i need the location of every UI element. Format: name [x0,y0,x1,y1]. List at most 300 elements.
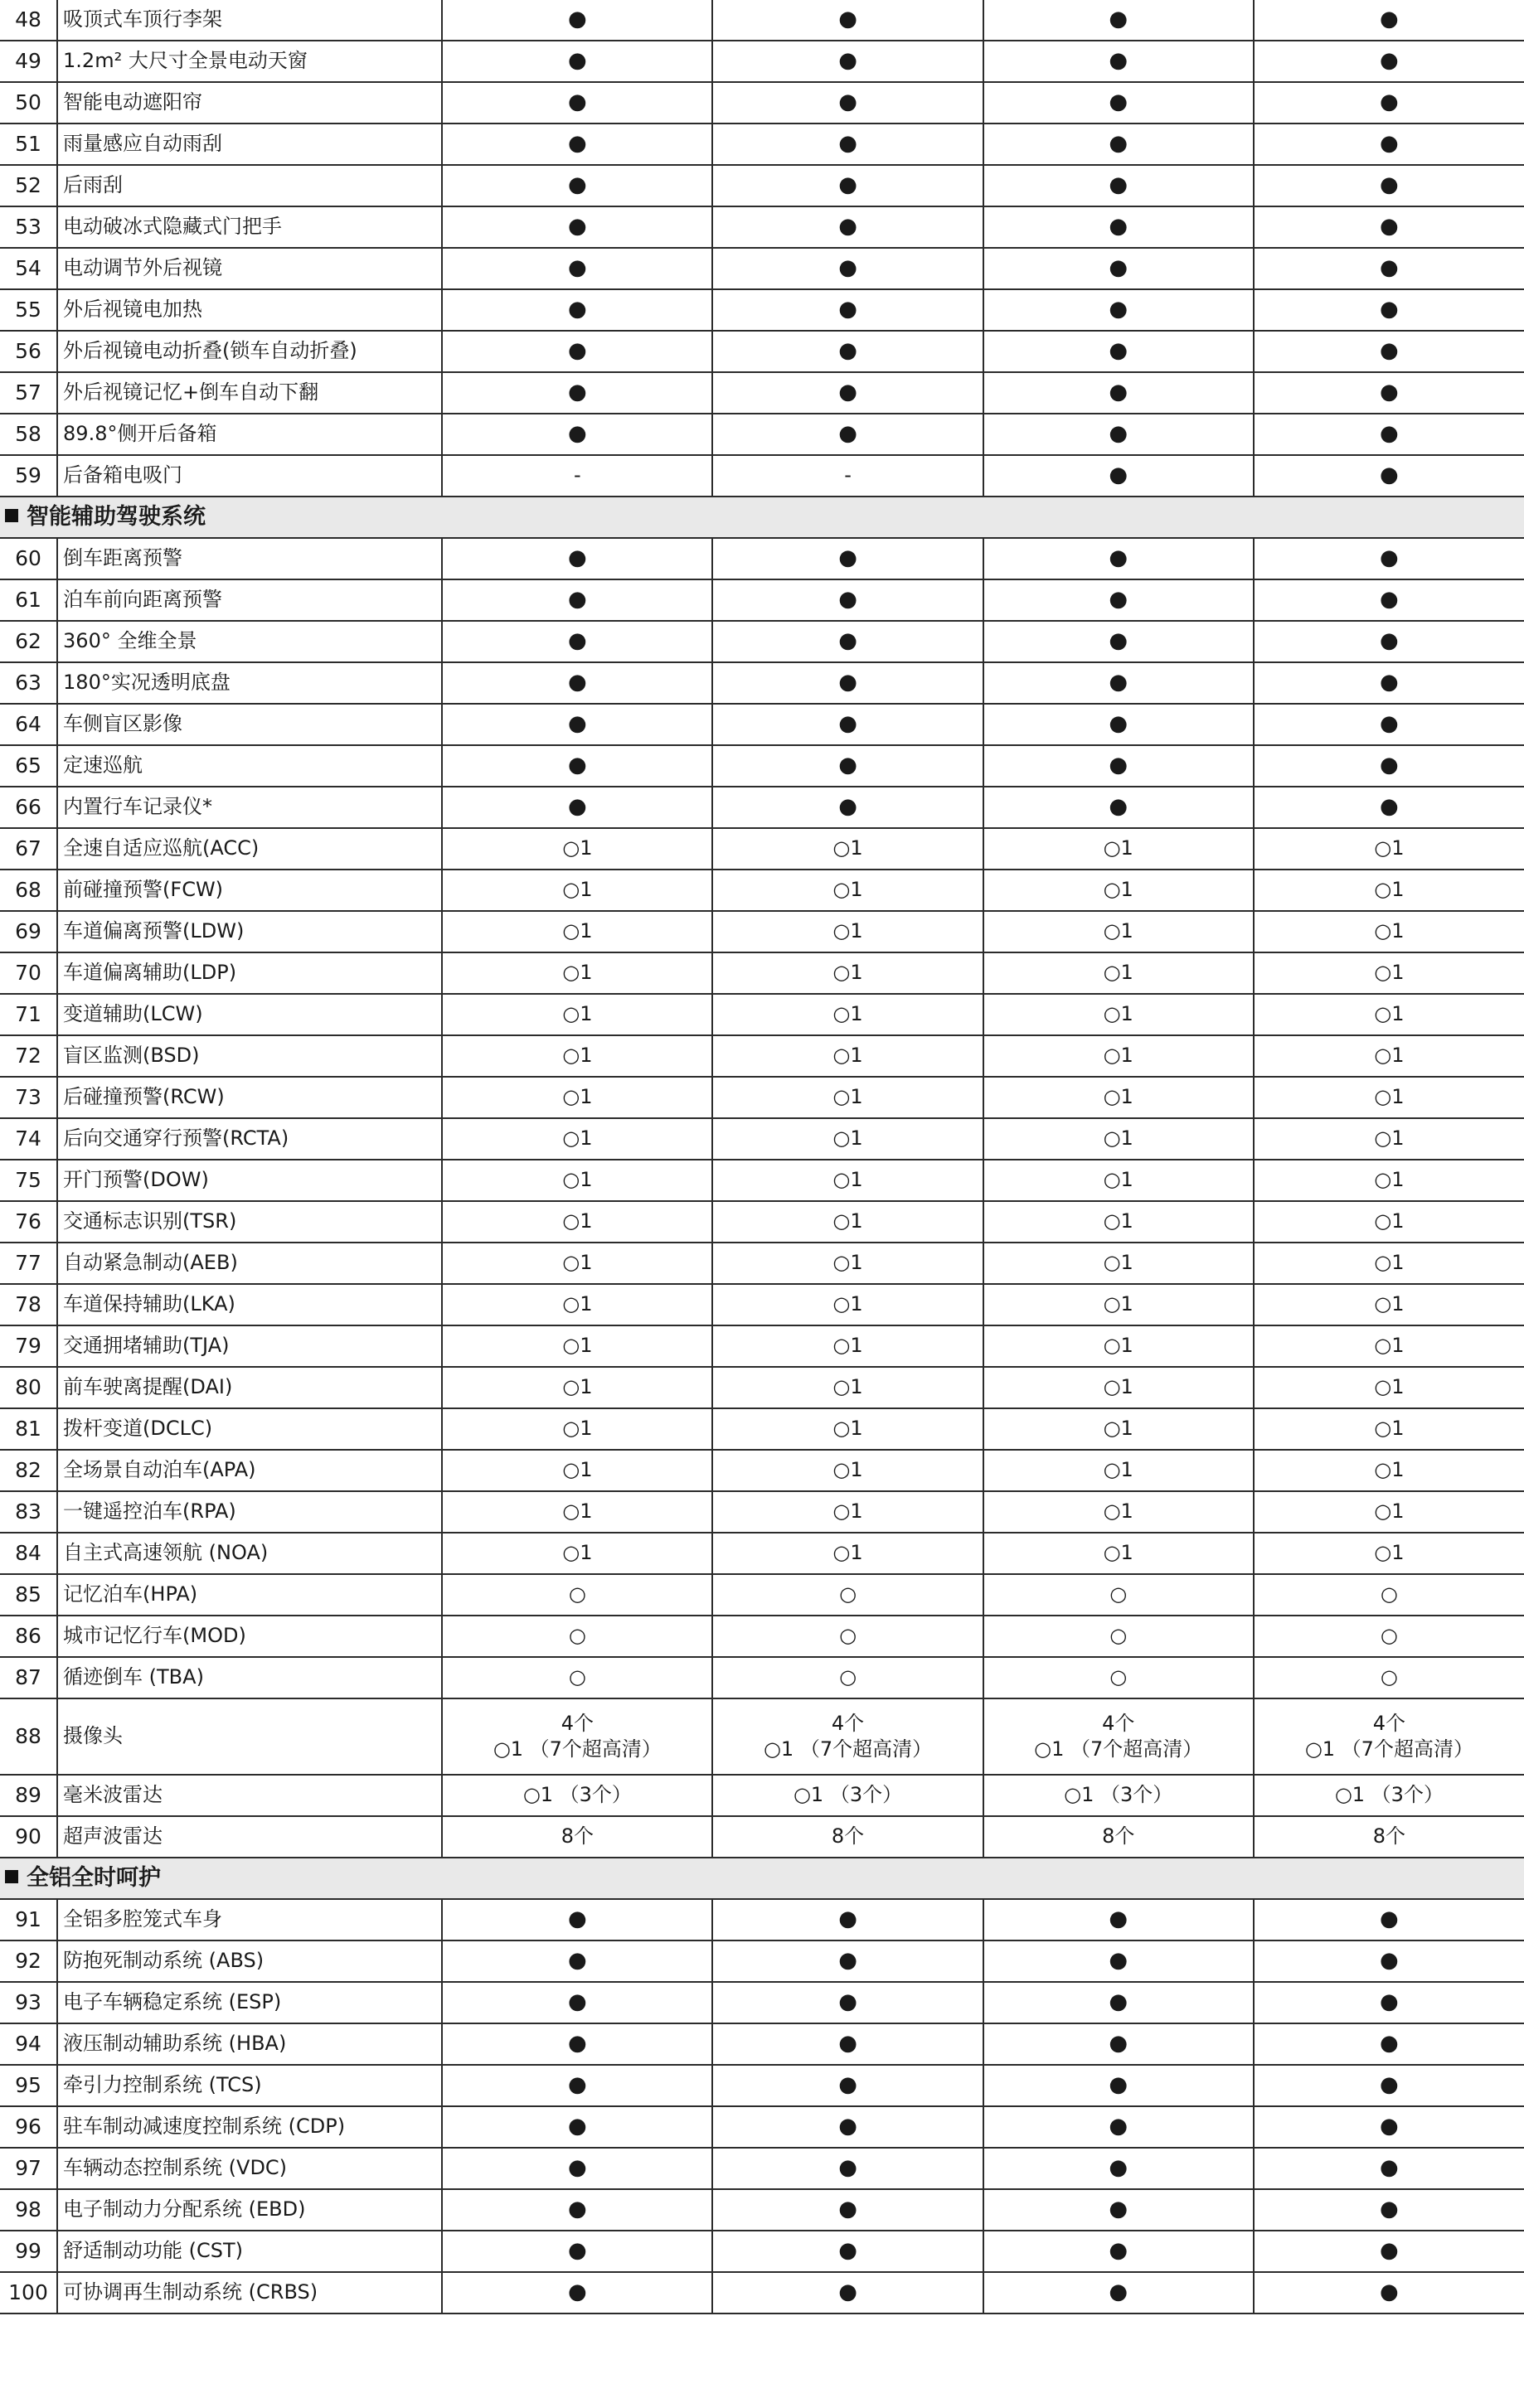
trim-3-value: ● [983,579,1254,621]
feature-name: 变道辅助(LCW) [57,994,442,1035]
trim-1-value: ○1 [442,1367,712,1408]
trim-1-value: ○ [442,1657,712,1698]
trim-2-value: ● [712,787,983,828]
trim-3-value: ● [983,1982,1254,2023]
trim-1-value: ● [442,1899,712,1940]
trim-1-value: ● [442,0,712,41]
row-number: 83 [0,1491,57,1533]
trim-2-value: ● [712,331,983,372]
row-number: 55 [0,289,57,331]
trim-3-value: ○1 [983,911,1254,952]
trim-1-value: ○1 [442,1201,712,1243]
trim-4-value: ○1 [1254,1367,1524,1408]
trim-2-value: ○1 [712,1491,983,1533]
trim-3-value: ○1 [983,1491,1254,1533]
trim-4-value: ○1 [1254,1118,1524,1160]
trim-3-value: ● [983,206,1254,248]
trim-1-value: ○1 [442,1408,712,1450]
trim-4-value: ○1 [1254,911,1524,952]
table-row [0,2023,1524,2065]
trim-1-value: ○1 [442,1491,712,1533]
trim-4-value: ○1 [1254,1243,1524,1284]
trim-1-value: ○1 [442,870,712,911]
trim-3-value: ● [983,2189,1254,2231]
trim-2-value: ● [712,1982,983,2023]
feature-name: 自主式高速领航 (NOA) [57,1533,442,1574]
trim-1-value: ● [442,621,712,662]
trim-3-value: ● [983,1899,1254,1940]
feature-name: 内置行车记录仪* [57,787,442,828]
row-number: 58 [0,414,57,455]
trim-1-value: ● [442,414,712,455]
trim-1-value: ● [442,372,712,414]
trim-1-value: ● [442,2065,712,2106]
row-number: 70 [0,952,57,994]
trim-2-value: ● [712,2148,983,2189]
row-number: 73 [0,1077,57,1118]
trim-1-value: - [442,455,712,497]
trim-4-value: ● [1254,372,1524,414]
feature-name: 开门预警(DOW) [57,1160,442,1201]
trim-3-value: ○1 [983,1325,1254,1367]
row-number: 97 [0,2148,57,2189]
row-number: 67 [0,828,57,870]
trim-3-value: ○1 [983,828,1254,870]
table-row [0,455,1524,497]
row-number: 50 [0,82,57,124]
trim-2-value: ○1 [712,1201,983,1243]
trim-3-value: ● [983,414,1254,455]
row-number: 99 [0,2231,57,2272]
value-line: ○1 （7个超高清） [1304,1737,1473,1761]
feature-name: 电动破冰式隐藏式门把手 [57,206,442,248]
trim-2-value: ● [712,2023,983,2065]
feature-name: 防抱死制动系统 (ABS) [57,1940,442,1982]
trim-4-value: ● [1254,2148,1524,2189]
trim-1-value: ● [442,1982,712,2023]
row-number: 78 [0,1284,57,1325]
feature-name: 外后视镜电加热 [57,289,442,331]
trim-2-value [712,1698,983,1775]
row-number: 85 [0,1574,57,1616]
table-row [0,538,1524,579]
row-number: 72 [0,1035,57,1077]
trim-2-value: ● [712,414,983,455]
feature-name: 记忆泊车(HPA) [57,1574,442,1616]
trim-2-value: ○1 [712,1284,983,1325]
trim-3-value: ● [983,82,1254,124]
row-number: 84 [0,1533,57,1574]
section-title: 全铝全时呵护 [27,1865,161,1892]
feature-name: 交通标志识别(TSR) [57,1201,442,1243]
table-row [0,1616,1524,1657]
section-title-cell [0,497,1524,538]
trim-4-value: ○1 [1254,1201,1524,1243]
table-row [0,870,1524,911]
row-number: 56 [0,331,57,372]
trim-4-value: ● [1254,2189,1524,2231]
trim-4-value: ○1 [1254,1450,1524,1491]
trim-3-value: ○1 [983,994,1254,1035]
row-number: 82 [0,1450,57,1491]
trim-3-value: ● [983,124,1254,165]
trim-4-value: ● [1254,248,1524,289]
trim-3-value: ● [983,787,1254,828]
row-number: 94 [0,2023,57,2065]
trim-1-value: ○1 [442,952,712,994]
feature-name: 后备箱电吸门 [57,455,442,497]
table-row [0,1450,1524,1491]
trim-2-value: ○1 [712,1450,983,1491]
feature-name: 后碰撞预警(RCW) [57,1077,442,1118]
trim-4-value: ● [1254,165,1524,206]
table-row [0,331,1524,372]
trim-1-value: ○1 [442,828,712,870]
table-row [0,1982,1524,2023]
trim-4-value: ● [1254,124,1524,165]
trim-3-value: ○1 [983,1118,1254,1160]
trim-3-value: ● [983,1940,1254,1982]
table-row [0,662,1524,704]
trim-1-value: ○1 [442,1035,712,1077]
feature-name: 180°实况透明底盘 [57,662,442,704]
row-number: 92 [0,1940,57,1982]
row-number: 62 [0,621,57,662]
trim-3-value: ● [983,2023,1254,2065]
table-row [0,1077,1524,1118]
feature-name: 超声波雷达 [57,1816,442,1858]
trim-3-value: ● [983,372,1254,414]
feature-name: 外后视镜记忆+倒车自动下翻 [57,372,442,414]
trim-2-value: ● [712,2189,983,2231]
trim-3-value: ○ [983,1574,1254,1616]
table-row [0,1574,1524,1616]
trim-4-value: ○1 [1254,870,1524,911]
table-row [0,1698,1524,1775]
trim-1-value: ● [442,124,712,165]
trim-3-value: ● [983,248,1254,289]
trim-1-value: ● [442,745,712,787]
trim-2-value: ● [712,2272,983,2314]
trim-1-value: ● [442,248,712,289]
feature-name: 循迹倒车 (TBA) [57,1657,442,1698]
table-row [0,82,1524,124]
trim-1-value: ● [442,1940,712,1982]
feature-name: 自动紧急制动(AEB) [57,1243,442,1284]
trim-4-value: ● [1254,289,1524,331]
value-line: ○1 （7个超高清） [1034,1737,1203,1761]
table-row [0,1035,1524,1077]
trim-1-value: ● [442,2148,712,2189]
trim-1-value: ● [442,165,712,206]
trim-2-value: ○1 （3个） [712,1775,983,1816]
trim-3-value: ● [983,2272,1254,2314]
row-number: 98 [0,2189,57,2231]
trim-4-value: 8个 [1254,1816,1524,1858]
table-row [0,1325,1524,1367]
row-number: 59 [0,455,57,497]
table-row [0,787,1524,828]
table-row [0,2148,1524,2189]
value-line: ○1 （7个超高清） [493,1737,662,1761]
trim-4-value: ○1 [1254,1533,1524,1574]
row-number: 57 [0,372,57,414]
section-title-cell [0,1858,1524,1899]
trim-3-value: ● [983,455,1254,497]
row-number: 64 [0,704,57,745]
trim-4-value: ○1 [1254,1491,1524,1533]
trim-1-value: ○1 [442,1533,712,1574]
table-row [0,621,1524,662]
trim-1-value: ○1 [442,994,712,1035]
trim-4-value: ○1 [1254,828,1524,870]
trim-3-value: ○1 [983,1035,1254,1077]
table-row [0,994,1524,1035]
feature-name: 可协调再生制动系统 (CRBS) [57,2272,442,2314]
trim-1-value: ○1 [442,1284,712,1325]
trim-4-value: ○1 [1254,1284,1524,1325]
trim-1-value: ● [442,289,712,331]
row-number: 66 [0,787,57,828]
trim-3-value: ○1 [983,1077,1254,1118]
trim-2-value: ● [712,745,983,787]
trim-2-value: ● [712,1899,983,1940]
trim-2-value: ○1 [712,1325,983,1367]
trim-4-value: ○1 [1254,1160,1524,1201]
value-line: 4个 [1102,1711,1135,1735]
trim-3-value: ● [983,0,1254,41]
row-number: 75 [0,1160,57,1201]
trim-4-value: ○1 [1254,1077,1524,1118]
table-row [0,1940,1524,1982]
trim-4-value: ○ [1254,1616,1524,1657]
section-header [0,497,1524,538]
table-row [0,165,1524,206]
table-row [0,745,1524,787]
trim-3-value: ● [983,331,1254,372]
trim-2-value: ● [712,538,983,579]
feature-name: 交通拥堵辅助(TJA) [57,1325,442,1367]
feature-name: 车道保持辅助(LKA) [57,1284,442,1325]
row-number: 96 [0,2106,57,2148]
table-row [0,1201,1524,1243]
trim-4-value: ● [1254,0,1524,41]
table-row [0,372,1524,414]
trim-3-value: ● [983,2148,1254,2189]
table-row [0,828,1524,870]
table-row [0,1118,1524,1160]
trim-1-value: ○1 [442,1325,712,1367]
value-line: ○1 （7个超高清） [763,1737,933,1761]
table-row [0,1284,1524,1325]
row-number: 79 [0,1325,57,1367]
trim-4-value: ○1 [1254,1035,1524,1077]
section-header [0,1858,1524,1899]
trim-3-value: ● [983,662,1254,704]
trim-1-value: ● [442,331,712,372]
feature-name: 1.2m² 大尺寸全景电动天窗 [57,41,442,82]
trim-3-value: ○1 [983,1367,1254,1408]
trim-3-value: ● [983,2106,1254,2148]
trim-2-value: ○1 [712,1243,983,1284]
feature-name: 摄像头 [57,1698,442,1775]
table-row [0,1243,1524,1284]
trim-2-value: ○1 [712,1533,983,1574]
trim-3-value: ○1 [983,1533,1254,1574]
value-line: 4个 [831,1711,865,1735]
value-line: 4个 [1372,1711,1406,1735]
trim-1-value: 8个 [442,1816,712,1858]
trim-1-value: ○ [442,1616,712,1657]
value-line: 4个 [561,1711,594,1735]
trim-3-value: ● [983,2231,1254,2272]
trim-3-value: ● [983,538,1254,579]
trim-3-value: ○ [983,1657,1254,1698]
trim-2-value: ● [712,124,983,165]
trim-1-value: ○1 [442,911,712,952]
feature-name: 电子制动力分配系统 (EBD) [57,2189,442,2231]
feature-name: 后向交通穿行预警(RCTA) [57,1118,442,1160]
table-row [0,1775,1524,1816]
trim-2-value: ● [712,41,983,82]
feature-name: 电子车辆稳定系统 (ESP) [57,1982,442,2023]
trim-2-value: ○1 [712,911,983,952]
square-bullet-icon [5,509,18,522]
feature-name: 毫米波雷达 [57,1775,442,1816]
trim-4-value [1254,1698,1524,1775]
trim-2-value: ● [712,2065,983,2106]
row-number: 51 [0,124,57,165]
trim-2-value: ○1 [712,1367,983,1408]
row-number: 52 [0,165,57,206]
trim-3-value: ● [983,289,1254,331]
trim-3-value: ○1 [983,870,1254,911]
trim-4-value: ● [1254,1982,1524,2023]
feature-name: 车辆动态控制系统 (VDC) [57,2148,442,2189]
trim-2-value: ○1 [712,1160,983,1201]
table-row [0,2189,1524,2231]
feature-name: 舒适制动功能 (CST) [57,2231,442,2272]
feature-name: 全场景自动泊车(APA) [57,1450,442,1491]
trim-1-value: ● [442,82,712,124]
trim-2-value: ○1 [712,1035,983,1077]
trim-1-value: ○1 [442,1077,712,1118]
trim-2-value: ● [712,621,983,662]
feature-name: 电动调节外后视镜 [57,248,442,289]
row-number: 68 [0,870,57,911]
trim-1-value: ○1 （3个） [442,1775,712,1816]
table-row [0,704,1524,745]
trim-1-value: ○1 [442,1243,712,1284]
trim-2-value: ● [712,1940,983,1982]
row-number: 74 [0,1118,57,1160]
trim-1-value: ● [442,704,712,745]
trim-2-value: ● [712,2231,983,2272]
trim-2-value: ○1 [712,994,983,1035]
trim-4-value: ● [1254,704,1524,745]
trim-4-value: ● [1254,662,1524,704]
trim-1-value: ○1 [442,1450,712,1491]
trim-4-value: ○1 （3个） [1254,1775,1524,1816]
row-number: 76 [0,1201,57,1243]
table-row [0,1816,1524,1858]
row-number: 100 [0,2272,57,2314]
trim-4-value: ● [1254,1940,1524,1982]
feature-name: 雨量感应自动雨刮 [57,124,442,165]
row-number: 48 [0,0,57,41]
table-row [0,0,1524,41]
trim-4-value: ● [1254,2023,1524,2065]
trim-2-value: ○1 [712,952,983,994]
trim-4-value: ● [1254,2065,1524,2106]
trim-3-value [983,1698,1254,1775]
table-row [0,579,1524,621]
trim-3-value: ○1 [983,1408,1254,1450]
trim-4-value: ○ [1254,1574,1524,1616]
trim-4-value: ● [1254,41,1524,82]
row-number: 71 [0,994,57,1035]
feature-name: 智能电动遮阳帘 [57,82,442,124]
row-number: 61 [0,579,57,621]
trim-4-value: ● [1254,2231,1524,2272]
trim-4-value: ● [1254,455,1524,497]
trim-3-value: ○ [983,1616,1254,1657]
trim-3-value: ○1 [983,952,1254,994]
table-row [0,414,1524,455]
trim-2-value: ○ [712,1657,983,1698]
trim-3-value: ○1 [983,1243,1254,1284]
trim-4-value: ● [1254,1899,1524,1940]
table-row [0,2231,1524,2272]
row-number: 91 [0,1899,57,1940]
trim-3-value: ○1 [983,1450,1254,1491]
trim-3-value: ○1 （3个） [983,1775,1254,1816]
trim-2-value: ○1 [712,1077,983,1118]
square-bullet-icon [5,1870,18,1883]
trim-2-value: ● [712,662,983,704]
row-number: 49 [0,41,57,82]
table-row [0,952,1524,994]
trim-2-value: ● [712,248,983,289]
section-title: 智能辅助驾驶系统 [27,504,206,531]
trim-3-value: 8个 [983,1816,1254,1858]
trim-2-value: ○1 [712,828,983,870]
row-number: 95 [0,2065,57,2106]
trim-2-value: 8个 [712,1816,983,1858]
trim-3-value: ● [983,41,1254,82]
trim-2-value: ○1 [712,1118,983,1160]
row-number: 65 [0,745,57,787]
trim-3-value: ● [983,745,1254,787]
trim-1-value: ○1 [442,1160,712,1201]
table-row [0,911,1524,952]
feature-name: 倒车距离预警 [57,538,442,579]
trim-1-value: ● [442,579,712,621]
trim-2-value: ● [712,372,983,414]
table-row [0,1657,1524,1698]
trim-1-value: ● [442,538,712,579]
row-number: 54 [0,248,57,289]
trim-1-value: ● [442,41,712,82]
trim-1-value: ● [442,787,712,828]
trim-3-value: ● [983,704,1254,745]
row-number: 53 [0,206,57,248]
feature-name: 车道偏离预警(LDW) [57,911,442,952]
trim-1-value: ● [442,662,712,704]
trim-1-value: ○ [442,1574,712,1616]
feature-name: 89.8°侧开后备箱 [57,414,442,455]
trim-4-value: ● [1254,787,1524,828]
